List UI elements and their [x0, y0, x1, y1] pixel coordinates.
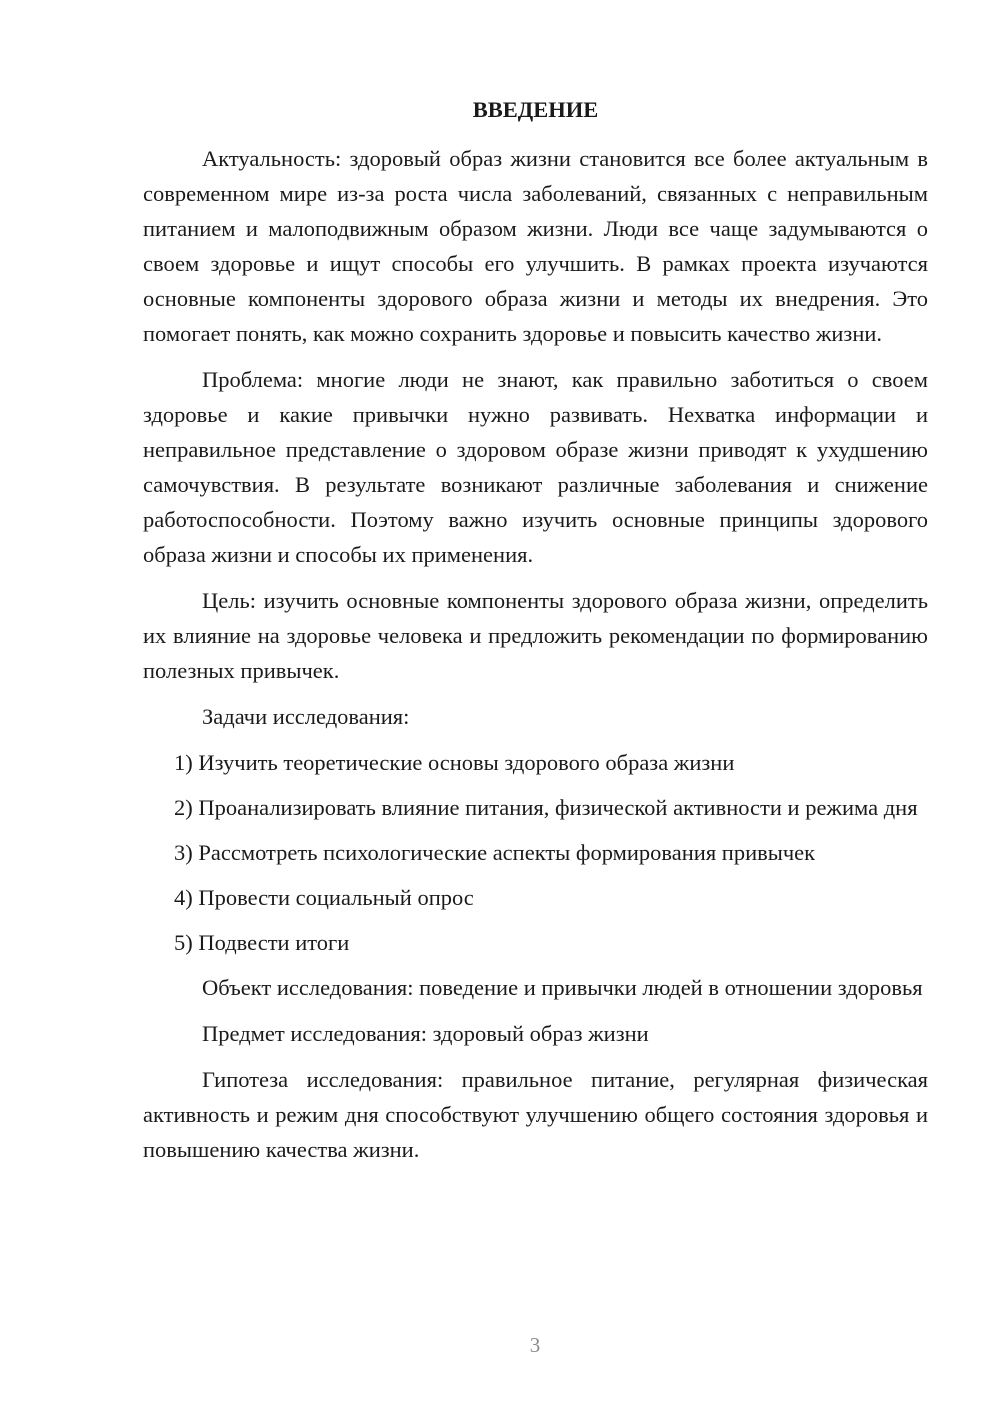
problem-paragraph: Проблема: многие люди не знают, как правильно заботиться о своем здоровье и какие привычки нужно развивать. Нехватка информации и неправильное представление о здоровом образе жизни приводят к ухудшению самочувствия. В результате возникают различные заболевания и снижение работоспособности. Поэтому важно изучить основные принципы здорового образа жизни и способы их применения. — [143, 367, 928, 567]
tasks-heading: Задачи исследования: — [202, 704, 410, 729]
subject-paragraph: Предмет исследования: здоровый образ жизни — [202, 1021, 649, 1046]
relevance-paragraph: Актуальность: здоровый образ жизни становится все более актуальным в современном мире из-за роста числа заболеваний, связанных с неправильным питанием и малоподвижным образом жизни. Люди все чаще задумываются о своем здоровье и ищут способы его улучшить. В рамках проекта изучаются основные компоненты здорового образа жизни и методы их внедрения. Это помогает понять, как можно сохранить здоровье и повысить качество жизни. — [143, 146, 928, 346]
task-item: 3) Рассмотреть психологические аспекты формирования привычек — [174, 840, 816, 865]
page-number: 3 — [529, 1333, 541, 1357]
task-item: 5) Подвести итоги — [174, 930, 350, 955]
document-page — [143, 88, 928, 1178]
goal-paragraph: Цель: изучить основные компоненты здорового образа жизни, определить их влияние на здоровье человека и предложить рекомендации по формированию полезных привычек. — [143, 588, 928, 683]
task-item: 1) Изучить теоретические основы здорового образа жизни — [174, 750, 735, 775]
task-item: 2) Проанализировать влияние питания, физической активности и режима дня — [174, 795, 918, 820]
task-item: 4) Провести социальный опрос — [174, 885, 474, 910]
hypothesis-paragraph: Гипотеза исследования: правильное питание, регулярная физическая активность и режим дня способствуют улучшению общего состояния здоровья и повышению качества жизни. — [143, 1067, 928, 1162]
object-paragraph: Объект исследования: поведение и привычки людей в отношении здоровья — [202, 975, 923, 1000]
section-heading: ВВЕДЕНИЕ — [472, 97, 599, 122]
